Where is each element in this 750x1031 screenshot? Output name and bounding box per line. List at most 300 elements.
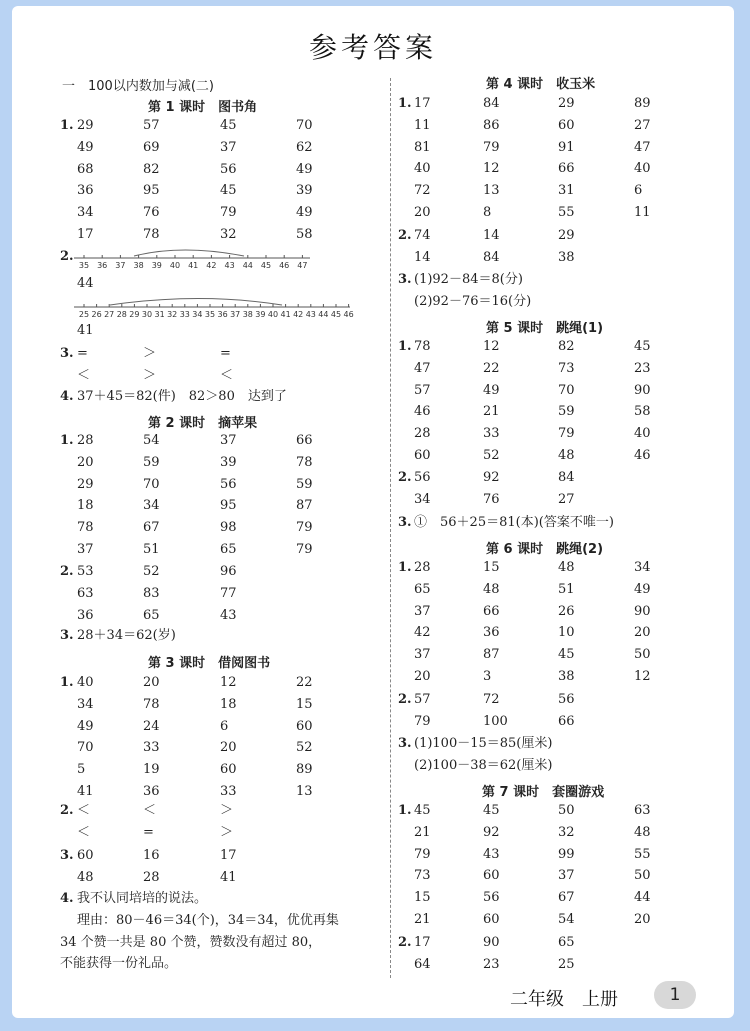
word-problem-answer: ① 56＋25＝81(本)(答案不唯一) xyxy=(414,515,614,530)
page-title: 参考答案 xyxy=(308,31,437,64)
answer-cell: 28 xyxy=(414,560,431,575)
answer-cell: 73 xyxy=(414,868,431,884)
answer-cell: 47 xyxy=(634,139,651,155)
answer-cell: 96 xyxy=(220,564,237,579)
answer-cell: 37 xyxy=(220,139,237,155)
lesson-1-heading: 第 1 课时 图书角 xyxy=(148,100,258,115)
tick-label: 39 xyxy=(255,310,266,319)
tick-label: 45 xyxy=(330,310,342,319)
answer-cell: 91 xyxy=(558,139,575,155)
tick-label: 25 xyxy=(78,310,90,319)
answer-cell: 82 xyxy=(143,161,160,177)
answer-cell: 70 xyxy=(296,118,313,133)
answer-cell: 25 xyxy=(558,956,575,972)
question-number: 1. xyxy=(398,96,412,111)
answer-cell: 39 xyxy=(296,183,313,199)
answer-cell: 38 xyxy=(558,249,575,265)
answer-cell: 72 xyxy=(483,692,500,707)
answer-cell: 8 xyxy=(483,205,492,220)
answer-cell: 40 xyxy=(634,161,651,177)
jump-arc xyxy=(110,299,282,306)
tick-label: 39 xyxy=(151,261,162,270)
answer-cell: 20 xyxy=(634,912,651,927)
lesson-5-heading: 第 5 课时 跳绳(1) xyxy=(486,321,604,336)
question-number: 2. xyxy=(398,935,412,950)
answer-cell: 51 xyxy=(143,542,160,557)
answer-cell: 74 xyxy=(414,228,431,243)
tick-label: 35 xyxy=(204,310,216,319)
answer-cell: 36 xyxy=(77,607,94,623)
answer-cell: 12 xyxy=(483,161,500,177)
number-line-answer: 41 xyxy=(77,323,94,338)
question-number: 2. xyxy=(398,470,412,485)
explanation-line: 不能获得一份礼品。 xyxy=(60,956,178,972)
answer-cell: 14 xyxy=(483,228,500,243)
answer-cell: 66 xyxy=(558,713,575,729)
answer-cell: 65 xyxy=(220,542,237,557)
answer-cell: 20 xyxy=(143,675,160,690)
number-line-1 xyxy=(70,248,315,270)
page-number: 1 xyxy=(654,981,696,1009)
answer-cell: 28 xyxy=(143,869,160,885)
answer-cell: 33 xyxy=(220,784,237,799)
answer-cell: 84 xyxy=(483,249,500,265)
answer-cell: 70 xyxy=(558,382,575,398)
answer-cell: 65 xyxy=(414,581,431,597)
answer-cell: 23 xyxy=(483,956,500,972)
answer-cell: 49 xyxy=(77,139,94,155)
tick-label: 33 xyxy=(179,310,190,319)
answer-cell: 48 xyxy=(634,824,651,840)
answer-cell: 79 xyxy=(296,542,313,557)
answer-cell: 14 xyxy=(414,249,431,265)
answer-cell: 56 xyxy=(558,692,575,707)
answer-cell: 13 xyxy=(483,183,500,199)
answer-cell: 52 xyxy=(143,564,160,579)
answer-cell: 32 xyxy=(220,227,237,242)
answer-cell: 5 xyxy=(77,762,86,778)
answer-cell: ＞ xyxy=(143,367,157,383)
answer-cell: 45 xyxy=(414,803,431,818)
answer-cell: 78 xyxy=(296,454,313,470)
answer-cell: 87 xyxy=(296,498,313,514)
answer-cell: 50 xyxy=(558,803,575,818)
word-problem-answer: (1)100－15＝85(厘米) xyxy=(414,736,553,751)
tick-label: 30 xyxy=(141,310,153,319)
answer-cell: 17 xyxy=(77,227,94,242)
tick-label: 44 xyxy=(318,310,329,319)
tick-label: 36 xyxy=(217,310,228,319)
answer-cell: 37 xyxy=(414,603,431,619)
word-problem-answer: 37＋45＝82(件) 82＞80 达到了 xyxy=(77,389,287,404)
lesson-6-heading: 第 6 课时 跳绳(2) xyxy=(486,542,604,557)
answer-cell: 53 xyxy=(77,564,94,579)
answer-cell: 56 xyxy=(414,470,431,485)
question-number: 3. xyxy=(60,628,74,643)
answer-cell: 78 xyxy=(77,520,94,536)
tick-label: 47 xyxy=(297,261,308,270)
question-number: 1. xyxy=(398,339,412,354)
answer-cell: 37 xyxy=(414,647,431,663)
answer-cell: 12 xyxy=(483,339,500,354)
answer-cell: 66 xyxy=(296,433,313,448)
lesson-7-heading: 第 7 课时 套圈游戏 xyxy=(482,785,605,800)
tick-label: 46 xyxy=(343,310,354,319)
answer-cell: 20 xyxy=(220,740,237,756)
answer-cell: 31 xyxy=(558,183,575,199)
answer-cell: 82 xyxy=(558,339,575,354)
answer-cell: 70 xyxy=(77,740,94,756)
answer-cell: 64 xyxy=(414,956,431,972)
answer-cell: 45 xyxy=(220,183,237,199)
word-problem-answer: (2)92－76＝16(分) xyxy=(414,294,532,309)
answer-cell: = xyxy=(143,824,154,840)
answer-cell: 13 xyxy=(296,784,313,799)
answer-cell: 81 xyxy=(414,139,431,155)
tick-label: 40 xyxy=(267,310,279,319)
answer-cell: 17 xyxy=(220,848,237,863)
lesson-2-heading: 第 2 课时 摘苹果 xyxy=(148,416,258,431)
tick-label: 36 xyxy=(97,261,108,270)
answer-cell: 17 xyxy=(414,96,431,111)
answer-cell: 76 xyxy=(483,491,500,507)
answer-cell: ＜ xyxy=(77,824,91,840)
answer-cell: 92 xyxy=(483,824,500,840)
question-number: 4. xyxy=(60,389,74,404)
answer-cell: 27 xyxy=(634,117,651,133)
answer-cell: 73 xyxy=(558,360,575,376)
answer-cell: 84 xyxy=(558,470,575,485)
answer-cell: 41 xyxy=(77,784,94,799)
answer-cell: 79 xyxy=(483,139,500,155)
answer-cell: = xyxy=(77,346,88,361)
answer-cell: 33 xyxy=(483,426,500,442)
answer-cell: 90 xyxy=(483,935,500,950)
answer-cell: 76 xyxy=(143,205,160,221)
question-number: 2. xyxy=(60,803,74,818)
question-number: 2. xyxy=(60,249,74,264)
answer-cell: 40 xyxy=(414,161,431,177)
answer-cell: 60 xyxy=(483,912,500,927)
number-line-2 xyxy=(70,298,355,320)
answer-cell: 36 xyxy=(483,625,500,641)
answer-cell: 11 xyxy=(414,117,431,133)
answer-cell: 79 xyxy=(296,520,313,536)
answer-cell: 34 xyxy=(634,560,651,575)
answer-cell: 23 xyxy=(634,360,651,376)
tick-label: 38 xyxy=(242,310,253,319)
answer-cell: 63 xyxy=(77,585,94,601)
answer-cell: 18 xyxy=(77,498,94,514)
answer-cell: 46 xyxy=(414,404,431,420)
question-number: 3. xyxy=(60,346,74,361)
answer-cell: 20 xyxy=(414,669,431,684)
answer-cell: 33 xyxy=(143,740,160,756)
answer-cell: 22 xyxy=(296,675,313,690)
answer-cell: 39 xyxy=(220,454,237,470)
answer-cell: 17 xyxy=(414,935,431,950)
answer-cell: 79 xyxy=(220,205,237,221)
answer-cell: 21 xyxy=(414,912,431,927)
answer-cell: ＞ xyxy=(143,346,157,361)
tick-label: 37 xyxy=(115,261,126,270)
answer-cell: 70 xyxy=(143,476,160,492)
answer-cell: 57 xyxy=(143,118,160,133)
answer-cell: 20 xyxy=(414,205,431,220)
question-number: 3. xyxy=(60,848,74,863)
question-number: 1. xyxy=(60,675,74,690)
answer-cell: 90 xyxy=(634,382,651,398)
answer-cell: 29 xyxy=(77,476,94,492)
tick-label: 29 xyxy=(129,310,140,319)
answer-cell: 87 xyxy=(483,647,500,663)
answer-cell: 37 xyxy=(558,868,575,884)
answer-cell: 48 xyxy=(483,581,500,597)
answer-cell: 48 xyxy=(77,869,94,885)
lesson-4-heading: 第 4 课时 收玉米 xyxy=(486,77,596,92)
answer-cell: 48 xyxy=(558,560,575,575)
answer-cell: 49 xyxy=(296,161,313,177)
answer-cell: 45 xyxy=(220,118,237,133)
explanation-line: 34 个赞一共是 80 个赞，赞数没有超过 80， xyxy=(60,934,322,950)
answer-cell: 43 xyxy=(483,846,500,862)
answer-cell: 27 xyxy=(558,491,575,507)
answer-cell: 34 xyxy=(414,491,431,507)
answer-cell: 57 xyxy=(414,382,431,398)
answer-cell: 79 xyxy=(558,426,575,442)
answer-cell: 58 xyxy=(634,404,651,420)
answer-cell: 45 xyxy=(634,339,651,354)
answer-cell: 66 xyxy=(558,161,575,177)
question-number: 4. xyxy=(60,891,74,906)
answer-cell: 41 xyxy=(220,869,237,885)
answer-cell: 95 xyxy=(143,183,160,199)
tick-label: 43 xyxy=(224,261,235,270)
answer-cell: 67 xyxy=(558,890,575,906)
answer-cell: 60 xyxy=(77,848,94,863)
answer-cell: 24 xyxy=(143,718,160,734)
answer-cell: 99 xyxy=(558,846,575,862)
question-number: 2. xyxy=(398,692,412,707)
answer-cell: 60 xyxy=(558,117,575,133)
answer-cell: 16 xyxy=(143,848,160,863)
answer-cell: 3 xyxy=(483,669,492,684)
question-number: 2. xyxy=(60,564,74,579)
answer-cell: 6 xyxy=(220,718,229,734)
answer-cell: 32 xyxy=(558,824,575,840)
answer-cell: 36 xyxy=(143,784,160,799)
answer-cell: 34 xyxy=(143,498,160,514)
answer-cell: 86 xyxy=(483,117,500,133)
tick-label: 26 xyxy=(91,310,102,319)
answer-cell: 52 xyxy=(483,448,500,463)
tick-label: 45 xyxy=(260,261,272,270)
answer-cell: 63 xyxy=(634,803,651,818)
answer-cell: 60 xyxy=(220,762,237,778)
question-number: 1. xyxy=(398,803,412,818)
answer-cell: 38 xyxy=(558,669,575,684)
answer-cell: 49 xyxy=(483,382,500,398)
answer-cell: 18 xyxy=(220,696,237,712)
answer-cell: 60 xyxy=(296,718,313,734)
tick-label: 27 xyxy=(104,310,115,319)
answer-cell: 48 xyxy=(558,448,575,463)
answer-cell: 65 xyxy=(143,607,160,623)
answer-cell: 10 xyxy=(558,625,575,641)
answer-cell: 11 xyxy=(634,205,651,220)
word-problem-answer: 28＋34＝62(岁) xyxy=(77,628,176,643)
answer-cell: 59 xyxy=(296,476,313,492)
tick-label: 35 xyxy=(78,261,90,270)
question-number: 1. xyxy=(60,118,74,133)
answer-cell: ＜ xyxy=(143,803,157,818)
answer-cell: 100 xyxy=(483,713,508,729)
tick-label: 28 xyxy=(116,310,127,319)
answer-cell: 20 xyxy=(634,625,651,641)
answer-cell: 78 xyxy=(143,227,160,242)
answer-cell: 58 xyxy=(296,227,313,242)
answer-cell: 28 xyxy=(77,433,94,448)
answer-cell: 34 xyxy=(77,205,94,221)
tick-label: 38 xyxy=(133,261,144,270)
answer-cell: 56 xyxy=(483,890,500,906)
word-problem-answer: (2)100－38＝62(厘米) xyxy=(414,758,553,773)
answer-cell: 56 xyxy=(220,476,237,492)
number-line-answer: 44 xyxy=(77,276,94,291)
answer-cell: ＞ xyxy=(220,803,234,818)
answer-cell: 29 xyxy=(77,118,94,133)
answer-cell: 15 xyxy=(483,560,500,575)
answer-cell: 28 xyxy=(414,426,431,442)
answer-cell: 19 xyxy=(143,762,160,778)
answer-cell: 69 xyxy=(143,139,160,155)
answer-cell: 57 xyxy=(414,692,431,707)
grade-label: 二年级 上册 xyxy=(510,989,618,1010)
unit-heading: 一 100以内数加与减(二) xyxy=(62,79,214,94)
answer-cell: 15 xyxy=(414,890,431,906)
answer-cell: 37 xyxy=(220,433,237,448)
question-number: 3. xyxy=(398,515,412,530)
answer-cell: 52 xyxy=(296,740,313,756)
answer-cell: 55 xyxy=(634,846,651,862)
answer-cell: ＜ xyxy=(77,367,91,383)
tick-label: 41 xyxy=(280,310,291,319)
question-number: 1. xyxy=(398,560,412,575)
answer-cell: 51 xyxy=(558,581,575,597)
answer-cell: 46 xyxy=(634,448,651,463)
question-number: 3. xyxy=(398,736,412,751)
answer-cell: 6 xyxy=(634,183,643,199)
tick-label: 40 xyxy=(169,261,181,270)
answer-cell: 83 xyxy=(143,585,160,601)
answer-cell: 40 xyxy=(634,426,651,442)
answer-cell: = xyxy=(220,346,231,361)
answer-cell: 12 xyxy=(220,675,237,690)
answer-cell: 45 xyxy=(483,803,500,818)
answer-cell: 84 xyxy=(483,96,500,111)
answer-cell: 37 xyxy=(77,542,94,557)
answer-cell: 43 xyxy=(220,607,237,623)
answer-cell: 60 xyxy=(414,448,431,463)
answer-cell: 50 xyxy=(634,868,651,884)
answer-cell: 29 xyxy=(558,228,575,243)
answer-cell: ＜ xyxy=(77,803,91,818)
answer-cell: 55 xyxy=(558,205,575,220)
answer-cell: 62 xyxy=(296,139,313,155)
tick-label: 42 xyxy=(293,310,304,319)
answer-cell: 22 xyxy=(483,360,500,376)
answer-cell: 20 xyxy=(77,454,94,470)
word-problem-answer: (1)92－84＝8(分) xyxy=(414,272,523,287)
answer-cell: 12 xyxy=(634,669,651,684)
answer-cell: 40 xyxy=(77,675,94,690)
answer-cell: 54 xyxy=(143,433,160,448)
answer-cell: 59 xyxy=(143,454,160,470)
answer-cell: 65 xyxy=(558,935,575,950)
lesson-3-heading: 第 3 课时 借阅图书 xyxy=(148,656,271,671)
answer-cell: 49 xyxy=(634,581,651,597)
answer-cell: 89 xyxy=(634,96,651,111)
answer-cell: 72 xyxy=(414,183,431,199)
answer-cell: 45 xyxy=(558,647,575,663)
tick-label: 41 xyxy=(188,261,199,270)
answer-cell: 50 xyxy=(634,647,651,663)
answer-cell: 42 xyxy=(414,625,431,641)
tick-label: 42 xyxy=(206,261,217,270)
answer-cell: 92 xyxy=(483,470,500,485)
tick-label: 44 xyxy=(242,261,253,270)
answer-cell: 89 xyxy=(296,762,313,778)
answer-cell: 90 xyxy=(634,603,651,619)
tick-label: 46 xyxy=(279,261,290,270)
explanation-line: 理由：80－46＝34(个)，34＝34，优优再集 xyxy=(77,912,339,928)
question-number: 2. xyxy=(398,228,412,243)
question-number: 3. xyxy=(398,272,412,287)
answer-cell: 98 xyxy=(220,520,237,536)
answer-cell: 21 xyxy=(414,824,431,840)
answer-cell: ＜ xyxy=(220,367,234,383)
answer-cell: 56 xyxy=(220,161,237,177)
tick-label: 37 xyxy=(230,310,241,319)
answer-cell: 78 xyxy=(414,339,431,354)
answer-cell: 95 xyxy=(220,498,237,514)
answer-cell: 15 xyxy=(296,696,313,712)
answer-cell: 77 xyxy=(220,585,237,601)
answer-cell: 54 xyxy=(558,912,575,927)
answer-cell: 49 xyxy=(77,718,94,734)
answer-cell: 78 xyxy=(143,696,160,712)
tick-label: 32 xyxy=(167,310,178,319)
explanation-line: 我不认同培培的说法。 xyxy=(77,891,208,906)
answer-cell: 44 xyxy=(634,890,651,906)
answer-cell: 67 xyxy=(143,520,160,536)
question-number: 1. xyxy=(60,433,74,448)
answer-cell: 79 xyxy=(414,713,431,729)
answer-cell: 29 xyxy=(558,96,575,111)
answer-cell: 79 xyxy=(414,846,431,862)
answer-cell: 59 xyxy=(558,404,575,420)
tick-label: 43 xyxy=(305,310,316,319)
answer-cell: 34 xyxy=(77,696,94,712)
answer-cell: 36 xyxy=(77,183,94,199)
jump-arc xyxy=(134,250,244,256)
answer-cell: 60 xyxy=(483,868,500,884)
answer-cell: 68 xyxy=(77,161,94,177)
answer-cell: 49 xyxy=(296,205,313,221)
tick-label: 31 xyxy=(154,310,165,319)
answer-cell: 47 xyxy=(414,360,431,376)
tick-label: 34 xyxy=(192,310,203,319)
